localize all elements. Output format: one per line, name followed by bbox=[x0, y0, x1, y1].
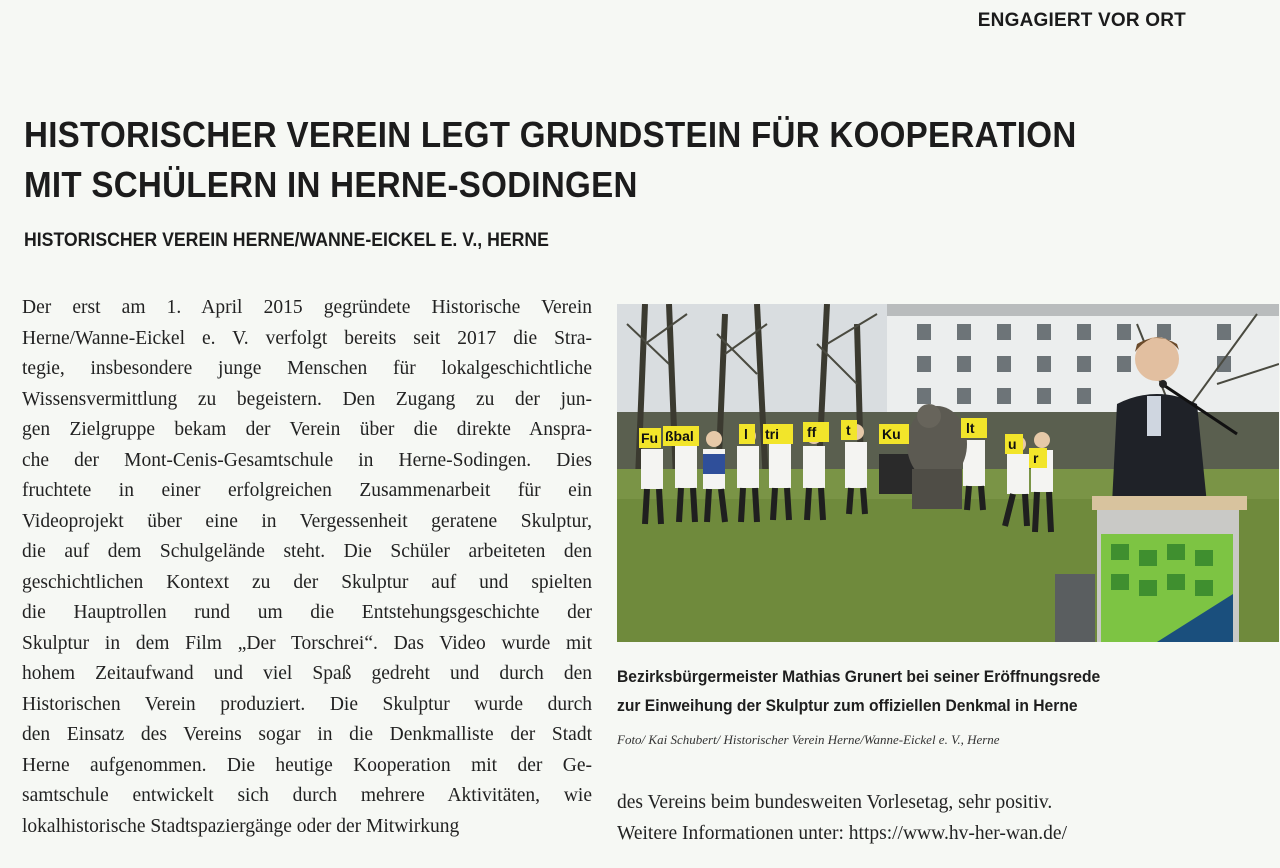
body-line: des Vereins beim bundesweiten Vorlesetag, sehr positiv. bbox=[617, 792, 1053, 813]
body-line: die auf dem Schulgelände steht. Die Schüler arbeiteten den bbox=[22, 541, 592, 562]
sign-letter: ff bbox=[807, 424, 817, 440]
body-line: Historischen Verein produziert. Die Skulptur wurde durch bbox=[22, 693, 592, 715]
lectern bbox=[1092, 496, 1247, 642]
author-subline: HISTORISCHER VEREIN HERNE/WANNE-EICKEL E. V., HERNE bbox=[24, 230, 549, 251]
sign-letter: lt bbox=[966, 420, 975, 436]
sign-letter: t bbox=[846, 422, 851, 438]
section-label: ENGAGIERT VOR ORT bbox=[977, 10, 1186, 31]
body-line: Videoprojekt über eine in Vergessenheit geratene Skulptur, bbox=[22, 510, 592, 532]
body-line: gen Zielgruppe bekam der Verein über die direkte Anspra- bbox=[22, 419, 592, 440]
sign-letter: tri bbox=[765, 426, 779, 442]
body-line: Wissensvermittlung zu begeistern. Den Zugang zu der jun- bbox=[22, 388, 592, 410]
body-line: die Hauptrollen rund um die Entstehungsgeschichte der bbox=[22, 602, 592, 623]
sign-letter: Ku bbox=[882, 426, 901, 442]
article-body-right bbox=[617, 788, 1237, 849]
body-line: Herne aufgenommen. Die heutige Kooperation mit der Ge- bbox=[22, 754, 592, 776]
body-line: tegie, insbesondere junge Menschen für lokalgeschichtliche bbox=[22, 358, 592, 379]
body-line: lokalhistorische Stadtspaziergänge oder der Mitwirkung bbox=[22, 815, 460, 837]
sign-letter: ßbal bbox=[665, 428, 694, 444]
body-line: hohem Zeitaufwand und viel Spaß gedreht und durch den bbox=[22, 663, 592, 684]
body-line: che der Mont-Cenis-Gesamtschule in Herne-Sodingen. Dies bbox=[22, 449, 592, 471]
sign-letter: Fu bbox=[641, 430, 659, 446]
headline bbox=[24, 110, 1077, 210]
trash-bin bbox=[1055, 574, 1095, 642]
body-line: Skulptur in dem Film „Der Torschrei“. Das Video wurde mit bbox=[22, 632, 592, 654]
caption-line-1: Bezirksbürgermeister Mathias Grunert bei seiner Eröffnungsrede bbox=[617, 667, 1101, 686]
headline-line-1: HISTORISCHER VEREIN LEGT GRUNDSTEIN FÜR KOOPERATION bbox=[24, 114, 1077, 155]
photo-illustration bbox=[617, 304, 1279, 642]
body-line: fruchtete in einer erfolgreichen Zusammenarbeit für ein bbox=[22, 480, 592, 501]
event-photo bbox=[617, 304, 1279, 642]
photo-credit: Foto/ Kai Schubert/ Historischer Verein Herne/Wanne-Eickel e. V., Herne bbox=[617, 732, 1000, 747]
body-line: den Einsatz des Vereins sogar in die Denkmalliste der Stadt bbox=[22, 724, 592, 745]
sculpture bbox=[907, 404, 967, 509]
body-line: Weitere Informationen unter: https://www.hv-her-wan.de/ bbox=[617, 822, 1068, 844]
body-line: geschichtlichen Kontext zu der Skulptur auf und spielten bbox=[22, 571, 592, 593]
caption-line-2: zur Einweihung der Skulptur zum offiziellen Denkmal in Herne bbox=[617, 696, 1078, 715]
body-line: Der erst am 1. April 2015 gegründete Historische Verein bbox=[22, 297, 592, 318]
sign-letter: r bbox=[1033, 450, 1039, 466]
body-line: Herne/Wanne-Eickel e. V. verfolgt bereits seit 2017 die Stra- bbox=[22, 327, 592, 349]
photo-caption bbox=[617, 662, 1206, 720]
sign-letter: u bbox=[1008, 436, 1017, 452]
headline-line-2: MIT SCHÜLERN IN HERNE-SODINGEN bbox=[24, 164, 638, 205]
body-line: samtschule entwickelt sich durch mehrere Aktivitäten, wie bbox=[22, 785, 592, 806]
article-body-left bbox=[22, 293, 592, 842]
sign-letter: l bbox=[744, 426, 748, 442]
